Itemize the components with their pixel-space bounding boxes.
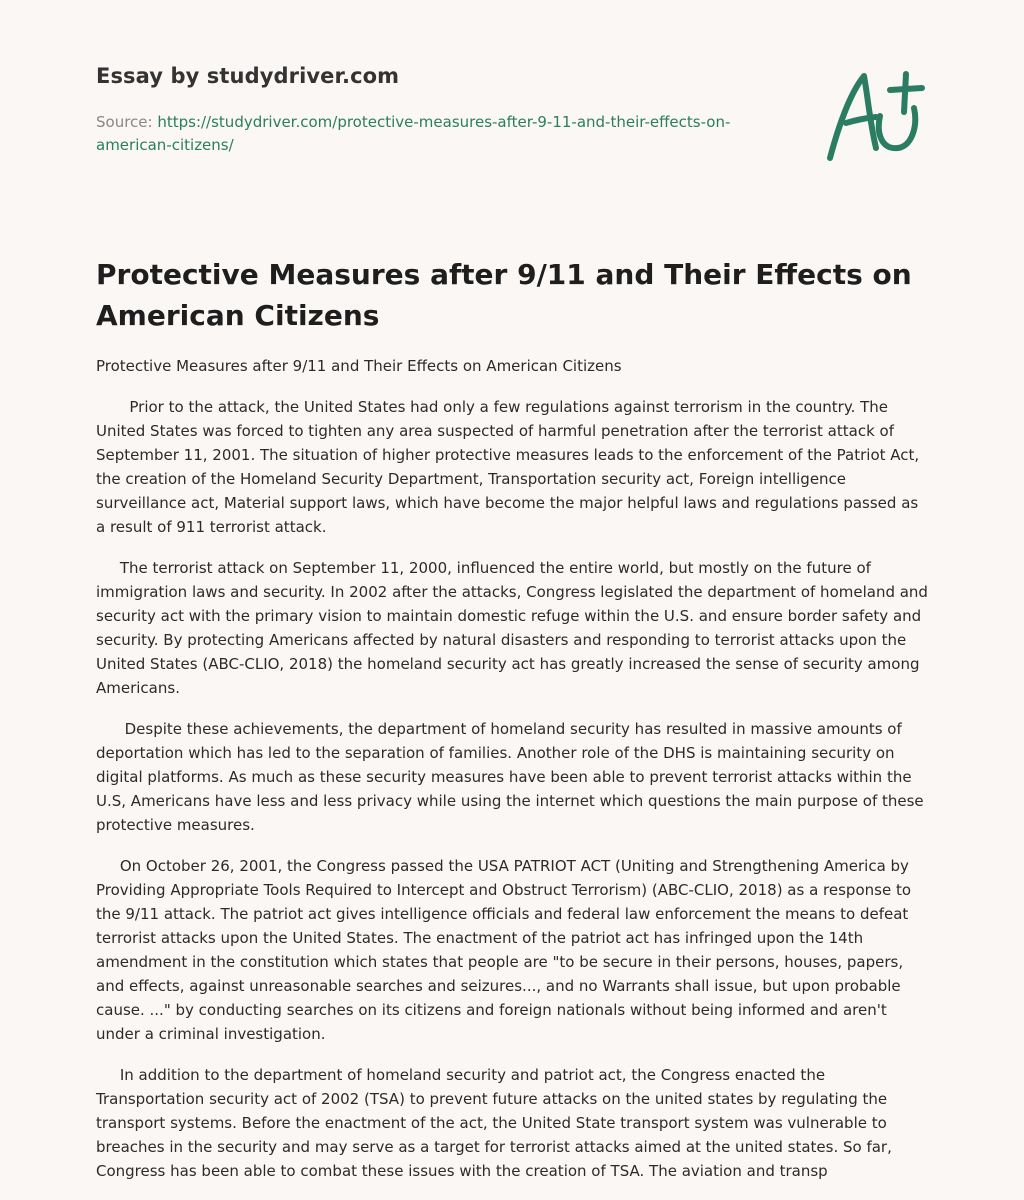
essay-subtitle: Protective Measures after 9/11 and Their Effects on American Citizens: [96, 357, 622, 375]
paragraph: Prior to the attack, the United States had only a few regulations against terrorism in the country. The United States was forced to tighten any area suspected of harmful penetration after the terrorist attack of September 11, 2001. The situation of higher protective measures leads to the enforcement of the Patriot Act, the creation of the Homeland Security Department, Transportation security act, Foreign intelligence surveillance act, Material support laws, which have become the major helpful laws and regulations passed as a result of 911 terrorist attack.: [96, 398, 924, 536]
paragraph: In addition to the department of homeland security and patriot act, the Congress enacted the Transportation security act of 2002 (TSA) to prevent future attacks on the united states by regulating the transport systems. Before the enactment of the act, the United State transport system was vulnerable to breaches in the security and may serve as a target for terrorist attacks aimed at the united states. So far, Congress has been able to combat these issues with the creation of TSA. The aviation and transp: [96, 1066, 897, 1180]
source-line: [96, 111, 796, 157]
source-link[interactable]: https://studydriver.com/protective-measures-after-9-11-and-their-effects-on-american-citizens/: [96, 113, 731, 154]
paragraph: The terrorist attack on September 11, 2000, influenced the entire world, but mostly on the future of immigration laws and security. In 2002 after the attacks, Congress legislated the department of homeland and security act with the primary vision to maintain domestic refuge within the U.S. and ensure border safety and security. By protecting Americans affected by natural disasters and responding to terrorist attacks upon the United States (ABC-CLIO, 2018) the homeland security act has greatly increased the sense of security among Americans.: [96, 559, 933, 697]
source-label: Source:: [96, 113, 158, 131]
paragraph: Despite these achievements, the department of homeland security has resulted in massive amounts of deportation which has led to the separation of families. Another role of the DHS is maintaining security on digital platforms. As much as these security measures have been able to prevent terrorist attacks within the U.S, Americans have less and less privacy while using the internet which questions the main purpose of these protective measures.: [96, 720, 929, 834]
brand-title: Essay by studydriver.com: [96, 64, 400, 88]
page-title: Protective Measures after 9/11 and Their Effects on American Citizens: [96, 258, 912, 332]
a-plus-logo-icon: [820, 68, 930, 164]
essay-content: [96, 354, 933, 1200]
header: [96, 64, 796, 157]
paragraph: On October 26, 2001, the Congress passed the USA PATRIOT ACT (Uniting and Strengthening America by Providing Appropriate Tools Required to Intercept and Obstruct Terrorism) (ABC-CLIO, 2018) as a response to the 9/11 attack. The patriot act gives intelligence officials and federal law enforcement the means to defeat terrorist attacks upon the United States. The enactment of the patriot act has infringed upon the 14th amendment in the constitution which states that people are "to be secure in their persons, houses, papers, and effects, against unreasonable searches and seizures..., and no Warrants shall issue, but upon probable cause. ..." by conducting searches on its citizens and foreign nationals without being informed and aren't under a criminal investigation.: [96, 857, 916, 1043]
